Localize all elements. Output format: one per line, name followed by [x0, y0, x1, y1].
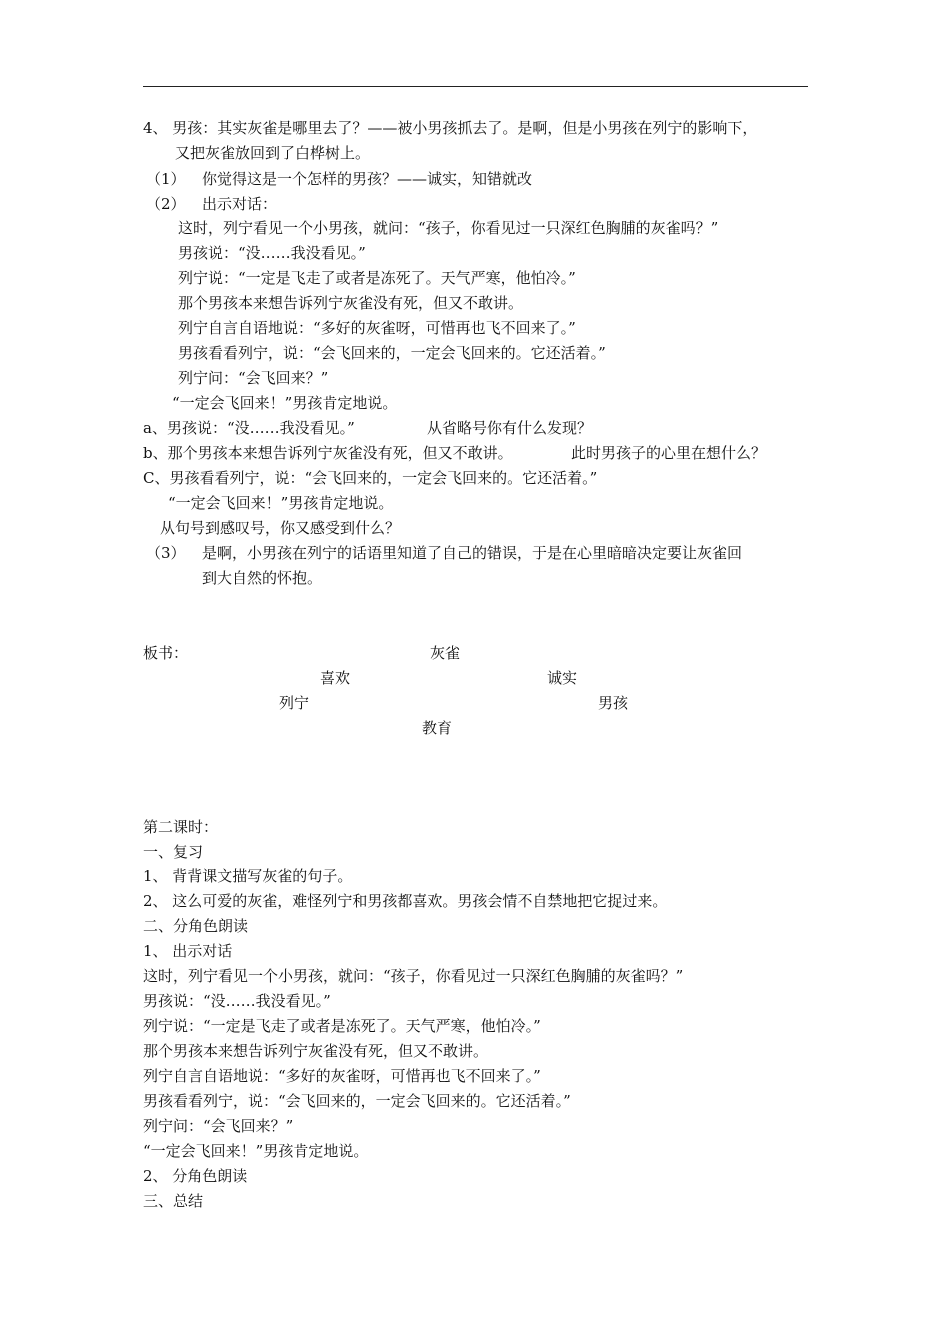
board-left: 列宁: [279, 694, 310, 712]
dialogue-line: “一定会飞回来！”男孩肯定地说。: [143, 1142, 369, 1160]
dialogue-line: “一定会飞回来！”男孩肯定地说。: [172, 394, 398, 412]
point-b-question: 此时男孩子的心里在想什么？: [571, 444, 767, 462]
dialogue-line: 列宁问：“会飞回来？”: [178, 369, 329, 387]
dialogue-line: 列宁自言自语地说：“多好的灰雀呀，可惜再也飞不回来了。”: [143, 1067, 541, 1085]
q3-line-2: 到大自然的怀抱。: [202, 569, 323, 587]
q1-text: 你觉得这是一个怎样的男孩？——诚实，知错就改: [202, 170, 533, 188]
q1-number: （1）: [146, 170, 186, 188]
dialogue-line: 男孩说：“没……我没看见。”: [178, 244, 366, 262]
header-rule: [143, 86, 808, 87]
point-a-question: 从省略号你有什么发现？: [427, 419, 593, 437]
list-item: 1、 出示对话: [143, 942, 233, 960]
point-b-quote: b、那个男孩本来想告诉列宁灰雀没有死，但又不敢讲。: [143, 444, 513, 462]
point-c-question: 从句号到感叹号，你又感受到什么？: [160, 519, 401, 537]
point-a-quote: a、男孩说：“没……我没看见。”: [143, 419, 355, 437]
board-right-upper: 诚实: [547, 669, 578, 687]
q3-line-1: 是啊，小男孩在列宁的话语里知道了自己的错误，于是在心里暗暗决定要让灰雀回: [202, 544, 743, 562]
point-c-quote: C、男孩看看列宁，说：“会飞回来的，一定会飞回来的。它还活着。”: [143, 469, 598, 487]
board-right: 男孩: [598, 694, 629, 712]
item-4-line-1: 4、 男孩：其实灰雀是哪里去了？——被小男孩抓去了。是啊，但是小男孩在列宁的影响下，: [143, 119, 758, 137]
q2-text: 出示对话：: [202, 195, 278, 213]
board-left-upper: 喜欢: [320, 669, 351, 687]
list-item: 1、 背背课文描写灰雀的句子。: [143, 867, 353, 885]
dialogue-line: 男孩说：“没……我没看见。”: [143, 992, 331, 1010]
section-heading: 三、总结: [143, 1192, 204, 1210]
board-label: 板书：: [143, 644, 189, 662]
dialogue-line: 列宁自言自语地说：“多好的灰雀呀，可惜再也飞不回来了。”: [178, 319, 576, 337]
lesson-2-title: 第二课时：: [143, 818, 219, 836]
dialogue-line: 这时，列宁看见一个小男孩，就问：“孩子，你看见过一只深红色胸脯的灰雀吗？”: [143, 967, 684, 985]
board-bottom: 教育: [422, 719, 453, 737]
dialogue-line: 男孩看看列宁，说：“会飞回来的，一定会飞回来的。它还活着。”: [178, 344, 606, 362]
q2-number: （2）: [146, 195, 186, 213]
dialogue-line: 列宁问：“会飞回来？”: [143, 1117, 294, 1135]
board-top: 灰雀: [430, 644, 461, 662]
section-heading: 二、分角色朗读: [143, 917, 249, 935]
list-item: 2、 分角色朗读: [143, 1167, 248, 1185]
dialogue-line: 列宁说：“一定是飞走了或者是冻死了。天气严寒，他怕冷。”: [143, 1017, 541, 1035]
section-heading: 一、复习: [143, 843, 204, 861]
dialogue-line: 那个男孩本来想告诉列宁灰雀没有死，但又不敢讲。: [143, 1042, 489, 1060]
item-4-line-2: 又把灰雀放回到了白桦树上。: [175, 144, 371, 162]
dialogue-line: 这时，列宁看见一个小男孩，就问：“孩子，你看见过一只深红色胸脯的灰雀吗？”: [178, 219, 719, 237]
dialogue-line: 那个男孩本来想告诉列宁灰雀没有死，但又不敢讲。: [178, 294, 524, 312]
dialogue-line: 列宁说：“一定是飞走了或者是冻死了。天气严寒，他怕冷。”: [178, 269, 576, 287]
dialogue-line: 男孩看看列宁，说：“会飞回来的，一定会飞回来的。它还活着。”: [143, 1092, 571, 1110]
point-c-quote-2: “一定会飞回来！”男孩肯定地说。: [168, 494, 394, 512]
q3-number: （3）: [146, 544, 186, 562]
list-item: 2、 这么可爱的灰雀，难怪列宁和男孩都喜欢。男孩会情不自禁地把它捉过来。: [143, 892, 668, 910]
